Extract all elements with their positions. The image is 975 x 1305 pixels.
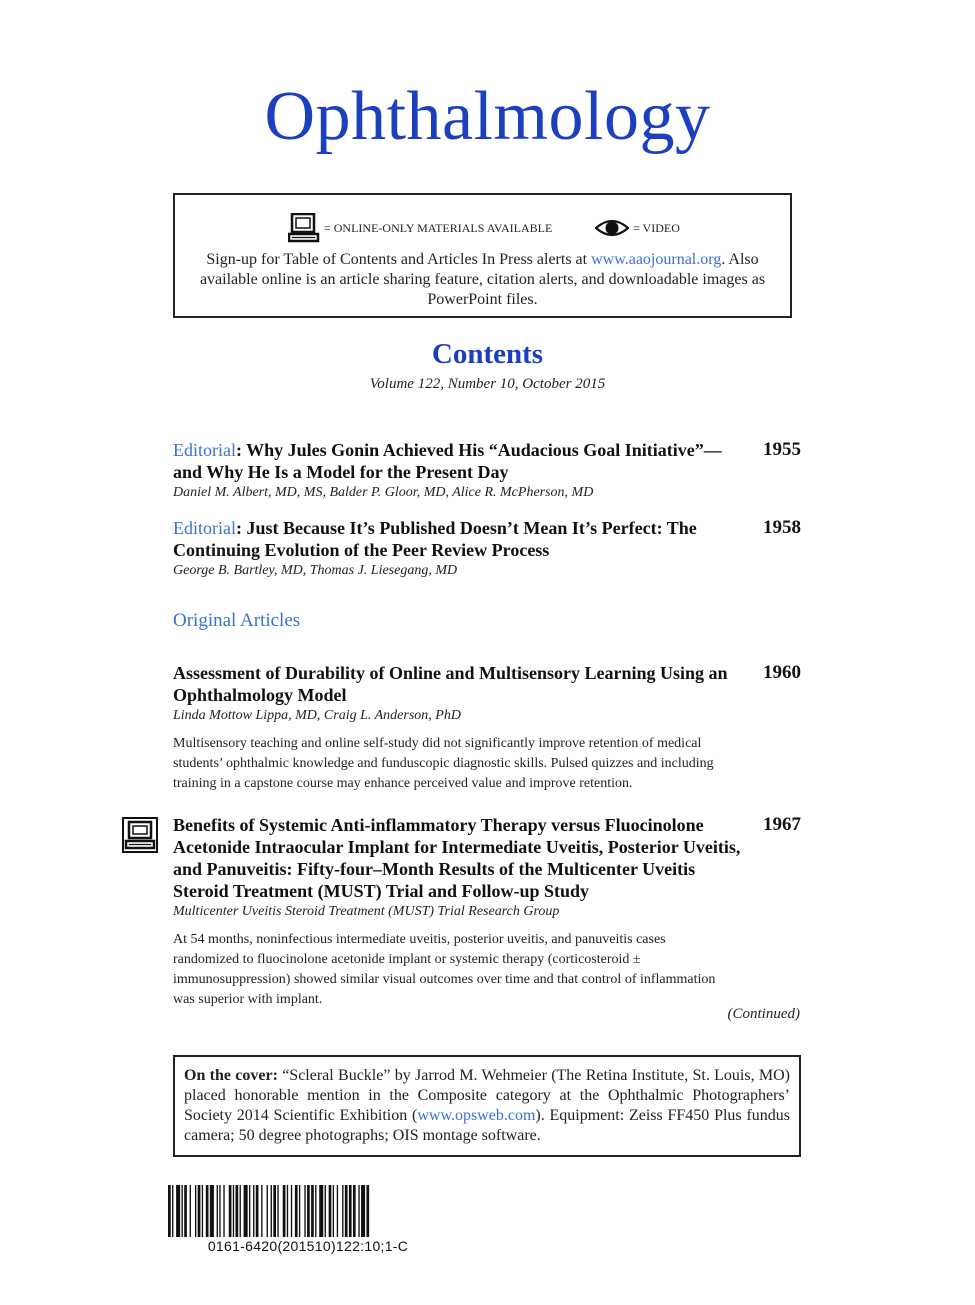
alerts-text: Sign-up for Table of Contents and Articles In Press alerts at www.aaojournal.org. Also available online is an article sharing feature, citation alerts, and downloadable images as PowerPoint files. [199,251,766,308]
barcode-bar [333,1185,334,1237]
barcode-bar [229,1185,232,1237]
barcode-bar [311,1185,314,1237]
barcode-bar [299,1185,300,1237]
toc-entry [173,662,801,794]
barcode-bar [291,1185,292,1237]
eye-icon [595,213,629,243]
barcode-bar [273,1185,276,1237]
barcode-bar [210,1185,214,1237]
legend-online [288,213,552,243]
barcode-bar [366,1185,369,1237]
barcode-bar [329,1185,332,1237]
barcode-bar [349,1185,352,1237]
entry-summary: Multisensory teaching and online self-study did not significantly improve retention of medical students’ ophthalmic knowledge and funduscopic diagnostic skills. Pulsed quizzes and including training in a capstone course may enhance perceived value and improve retention. [173,736,714,791]
barcode-bar [342,1185,343,1237]
entry-authors: Linda Mottow Lippa, MD, Craig L. Anderson, PhD [173,708,461,723]
barcode-bar [168,1185,171,1237]
volume-info: Volume 122, Number 10, October 2015 [369,376,606,392]
entry-title[interactable]: Editorial: Why Jules Gonin Achieved His “Audacious Goal Initiative”—and Why He Is a Model for the Present Day [173,440,722,482]
entry-authors: George B. Bartley, MD, Thomas J. Liesegang, MD [173,563,458,578]
barcode-bar [295,1185,298,1237]
barcode-bar [315,1185,316,1237]
barcode-image [168,1185,448,1237]
page-number: 1955 [763,439,801,460]
barcode-bar [182,1185,183,1237]
entry-authors: Daniel M. Albert, MD, MS, Balder P. Gloor, MD, Alice R. McPherson, MD [173,485,594,500]
barcode-bar [325,1185,326,1237]
page-number: 1967 [763,814,801,835]
barcode-bar [240,1185,241,1237]
barcode-bar [267,1185,268,1237]
toc-entry [173,814,801,1010]
barcode-bar [244,1185,248,1237]
barcode-bar [287,1185,288,1237]
legend-video [595,213,680,243]
barcode-bar [304,1185,305,1237]
info-box [173,193,792,318]
barcode-bar [253,1185,254,1237]
barcode-bar [233,1185,234,1237]
aaojournal-link[interactable]: www.aaojournal.org [591,251,722,268]
barcode-bar [358,1185,359,1237]
barcode-bar [353,1185,356,1237]
barcode-bar [361,1185,365,1237]
legend-row [175,213,790,243]
barcode-bar [217,1185,218,1237]
barcode-bar [198,1185,201,1237]
barcode-bar [190,1185,191,1237]
entry-title[interactable]: Editorial: Just Because It’s Published Doesn’t Mean It’s Perfect: The Continuing Evolution of the Peer Review Process [173,518,697,560]
entry-summary: At 54 months, noninfectious intermediate uveitis, posterior uveitis, and panuveitis cases randomized to fluocinolone acetonide implant or systemic therapy (corticosteroid ± immunosuppression) showed similar visual outcomes over time and that control of inflammation was superior with implant. [173,932,716,1007]
barcode-bar [236,1185,239,1237]
barcode-bar [337,1185,338,1237]
barcode-bar [345,1185,348,1237]
barcode-bar [195,1185,196,1237]
barcode-bar [256,1185,259,1237]
cover-box: On the cover: “Scleral Buckle” by Jarrod M. Wehmeier (The Retina Institute, St. Louis, MO) placed honorable mention in the Composite category at the Ophthalmic Photographers’ Society 2014 Scientific Exhibition (www.opsweb.com). Equipment: Zeiss FF450 Plus fundus camera; 50 degree photographs; OIS montage software. [173,1055,801,1157]
barcode-bar [176,1185,180,1237]
barcode-bar [202,1185,203,1237]
barcode-bar [319,1185,323,1237]
online-legend-label: = ONLINE-ONLY MATERIALS AVAILABLE [324,221,553,235]
entry-title[interactable]: Benefits of Systemic Anti-inflammatory Therapy versus Fluocinolone Acetonide Intraocular Implant for Intermediate Uveitis, Posterior Uveitis, and Panuveitis: Fifty-four–Month Results of the Multicenter Uveitis Steroid Treatment (MUST) Trial and Follow-up Study [173,815,741,901]
barcode-bar [261,1185,262,1237]
barcode-bar [271,1185,272,1237]
page-number: 1960 [763,662,801,683]
entry-authors: Multicenter Uveitis Steroid Treatment (MUST) Trial Research Group [173,904,560,919]
section-label: Editorial [173,518,236,538]
video-legend-label: = VIDEO [633,221,680,235]
toc-entry [173,439,801,503]
contents-heading: Contents [431,338,544,370]
opsweb-link[interactable]: www.opsweb.com [417,1107,536,1124]
barcode-bar [223,1185,224,1237]
computer-icon [121,816,159,854]
entry-title[interactable]: Assessment of Durability of Online and Multisensory Learning Using an Ophthalmology Model [173,663,728,705]
barcode-bar [249,1185,250,1237]
barcode-bar [283,1185,286,1237]
journal-title: Ophthalmology [264,78,711,155]
barcode-bar [277,1185,278,1237]
barcode-bar [206,1185,209,1237]
computer-icon [288,213,320,243]
barcode-bar [307,1185,310,1237]
barcode-bar [172,1185,173,1237]
barcode-text: 0161-6420(201510)122:10;1-C [207,1238,409,1254]
barcode-bar [219,1185,220,1237]
continued-label: (Continued) [727,1006,800,1022]
cover-label: On the cover: [184,1067,278,1084]
section-label: Editorial [173,440,236,460]
page-number: 1958 [763,517,801,538]
barcode-bar [184,1185,187,1237]
section-heading-original-articles: Original Articles [173,610,301,631]
toc-entry [173,517,801,581]
